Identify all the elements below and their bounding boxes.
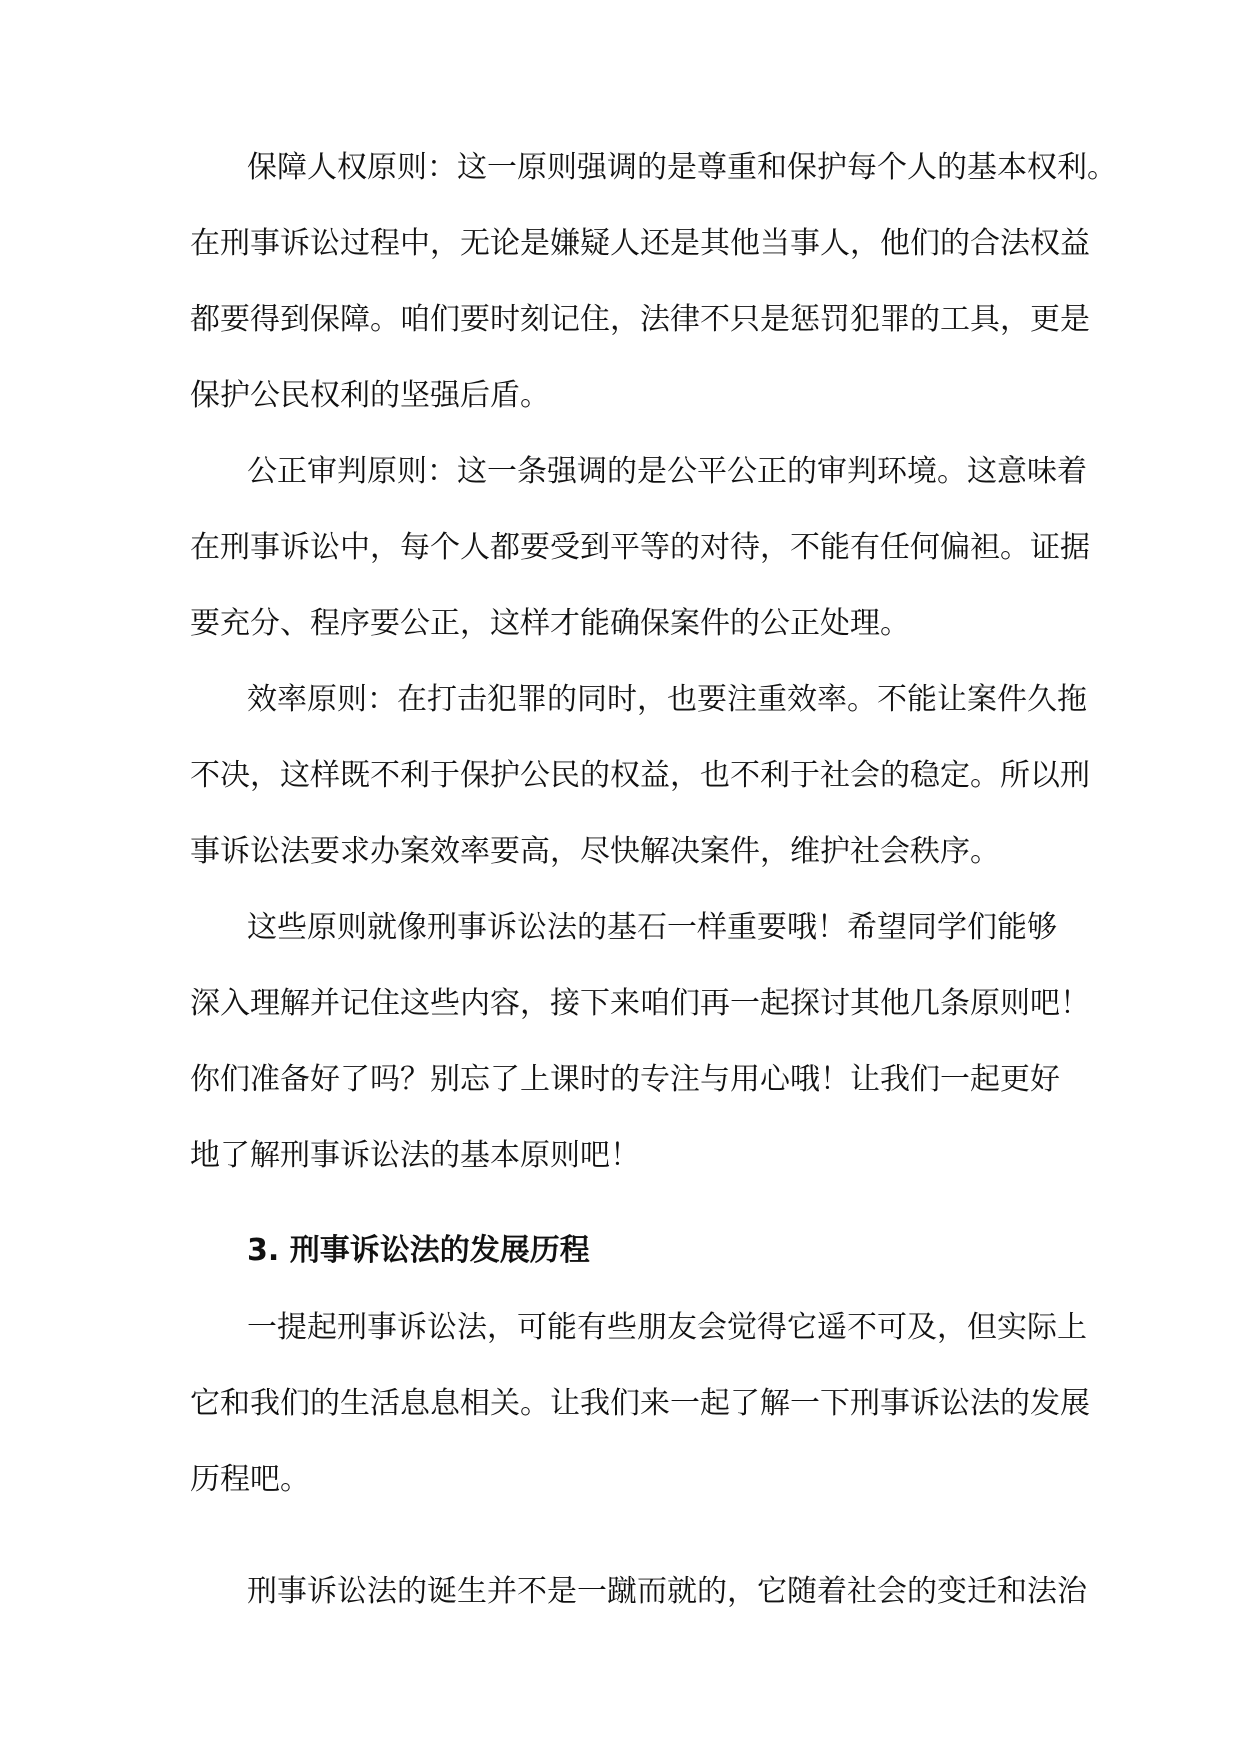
section-heading: 3. 刑事诉讼法的发展历程 [247,1233,590,1268]
paragraph-line: 保护公民权利的坚强后盾。 [190,378,550,413]
paragraph-line: 刑事诉讼法的诞生并不是一蹴而就的，它随着社会的变迁和法治 [247,1574,1087,1609]
paragraph-line: 这些原则就像刑事诉讼法的基石一样重要哦！希望同学们能够 [247,910,1057,945]
paragraph-line: 都要得到保障。咱们要时刻记住，法律不只是惩罚犯罪的工具，更是 [190,302,1090,337]
paragraph-line: 它和我们的生活息息相关。让我们来一起了解一下刑事诉讼法的发展 [190,1386,1090,1421]
paragraph-line: 一提起刑事诉讼法，可能有些朋友会觉得它遥不可及，但实际上 [247,1310,1087,1345]
paragraph-line: 效率原则：在打击犯罪的同时，也要注重效率。不能让案件久拖 [247,682,1087,717]
paragraph-line: 地了解刑事诉讼法的基本原则吧！ [190,1138,640,1173]
paragraph-line: 要充分、程序要公正，这样才能确保案件的公正处理。 [190,606,910,641]
paragraph-line: 你们准备好了吗？别忘了上课时的专注与用心哦！让我们一起更好 [190,1062,1060,1097]
paragraph-line: 历程吧。 [190,1462,310,1497]
paragraph-line: 在刑事诉讼过程中，无论是嫌疑人还是其他当事人，他们的合法权益 [190,226,1090,261]
paragraph-line: 不决，这样既不利于保护公民的权益，也不利于社会的稳定。所以刑 [190,758,1090,793]
paragraph-line: 公正审判原则：这一条强调的是公平公正的审判环境。这意味着 [247,454,1087,489]
paragraph-line: 保障人权原则：这一原则强调的是尊重和保护每个人的基本权利。 [247,150,1117,185]
paragraph-line: 事诉讼法要求办案效率要高，尽快解决案件，维护社会秩序。 [190,834,1000,869]
paragraph-line: 在刑事诉讼中，每个人都要受到平等的对待，不能有任何偏袒。证据 [190,530,1090,565]
paragraph-line: 深入理解并记住这些内容，接下来咱们再一起探讨其他几条原则吧！ [190,986,1090,1021]
